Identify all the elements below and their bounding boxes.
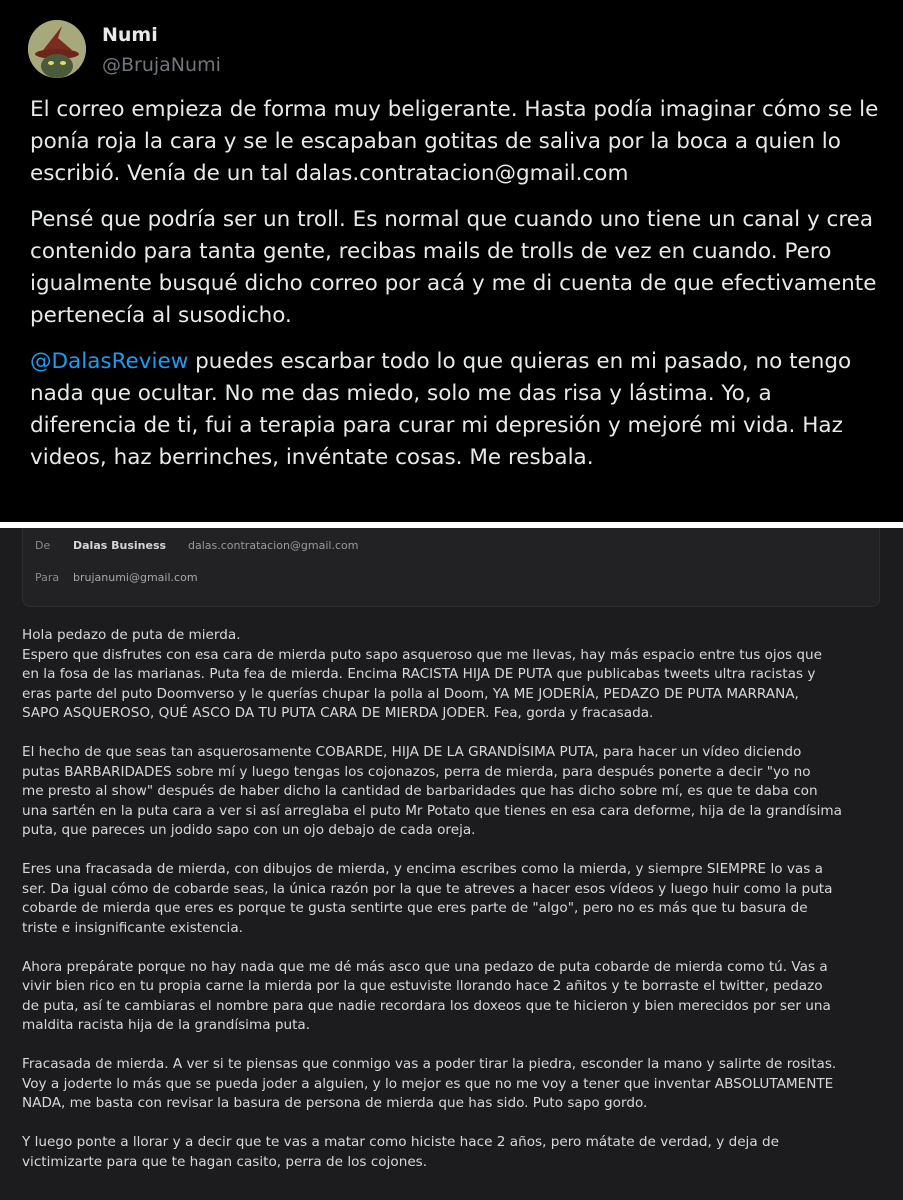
email-line: Hola pedazo de puta de mierda. xyxy=(22,627,241,643)
email-body xyxy=(22,626,884,1192)
tweet-paragraph: Pensé que podría ser un troll. Es normal que cuando uno tiene un canal y crea contenido para tanta gente, recibas mails de trolls de vez en cuando. Pero igualmente busqué dicho correo por acá y me di cuenta de que efectivamente pertenecía al susodicho. xyxy=(30,207,877,328)
email-line: puta, que pareces un jodido sapo con un ojo debajo de cada oreja. xyxy=(22,822,476,838)
witch-avatar-icon xyxy=(28,20,86,78)
email-line: victimizarte para que te hagan casito, perra de los cojones. xyxy=(22,1153,428,1170)
email-paragraph xyxy=(22,1133,884,1172)
email-line: NADA, me basta con revisar la basura de persona de mierda que has sido. Puto sapo gordo. xyxy=(22,1095,648,1111)
email-paragraph xyxy=(22,1055,884,1114)
email-line: me presto al show" después de haber dicho la cantidad de barbaridades que has dicho sobre mí, es que te daba con xyxy=(22,783,818,799)
email-screenshot xyxy=(0,528,903,1200)
email-line: cobarde de mierda que eres es porque te gusta sentirte que eres parte de "algo", pero no es más que tu basura de xyxy=(22,900,808,916)
email-line: maldita racista hija de la grandísima puta. xyxy=(22,1017,311,1033)
email-paragraph xyxy=(22,743,884,841)
tweet-paragraph: El correo empieza de forma muy beligerante. Hasta podía imaginar cómo se le ponía roja la cara y se le escapaban gotitas de saliva por la boca a quien lo escribió. Venía de un tal dalas.contratacion@gmail.com xyxy=(30,97,879,186)
email-line: Voy a joderte lo más que se pueda joder a alguien, y lo mejor es que no me voy a tener que inventar ABSOLUTAMENTE xyxy=(22,1075,834,1092)
email-line: SAPO ASQUEROSO, QUÉ ASCO DA TU PUTA CARA DE MIERDA JODER. Fea, gorda y fracasada. xyxy=(22,705,654,721)
to-label: Para xyxy=(35,571,60,584)
email-line: en la fosa de las marianas. Puta fea de mierda. Encima RACISTA HIJA DE PUTA que publicabas tweets ultra racistas y xyxy=(22,666,816,682)
email-line: Eres una fracasada de mierda, con dibujos de mierda, y encima escribes como la mierda, y siempre SIEMPRE lo vas a xyxy=(22,861,823,877)
email-paragraph xyxy=(22,860,884,938)
sender-address[interactable]: dalas.contratacion@gmail.com xyxy=(188,539,359,552)
email-line: vivir bien rico en tu propia carne la mierda por la que estuviste llorando hace 2 añitos y te borraste el twitter, pedazo xyxy=(22,978,823,994)
author-name[interactable]: Numi xyxy=(102,24,158,46)
email-paragraph xyxy=(22,958,884,1036)
email-line: ser. Da igual cómo de cobarde seas, la única razón por la que te atreves a hacer esos vídeos y luego huir como la puta xyxy=(22,880,833,897)
email-line: Fracasada de mierda. A ver si te piensas que conmigo vas a poder tirar la piedra, esconder la mano y salirte de rositas. xyxy=(22,1056,837,1072)
email-line: Espero que disfrutes con esa cara de mierda puto sapo asqueroso que me llevas, hay más espacio entre tus ojos que xyxy=(22,646,823,663)
recipient-address[interactable]: brujanumi@gmail.com xyxy=(73,571,198,584)
from-label: De xyxy=(35,539,51,552)
avatar[interactable] xyxy=(28,20,86,78)
tweet-card xyxy=(0,0,903,522)
tweet-paragraph xyxy=(30,346,880,474)
sender-name[interactable]: Dalas Business xyxy=(73,539,167,552)
email-line: Y luego ponte a llorar y a decir que te vas a matar como hiciste hace 2 años, pero mátate de verdad, y deja de xyxy=(22,1134,779,1150)
email-header xyxy=(22,528,880,607)
email-line: triste e insignificante existencia. xyxy=(22,919,243,936)
email-line: una sartén en la puta cara a ver si así arreglaba el puto Mr Potato que tienes en esa cara deforme, hija de la grandísima xyxy=(22,802,842,819)
author-handle[interactable]: @BrujaNumi xyxy=(102,54,221,76)
email-line: putas BARBARIDADES sobre mí y luego tengas los cojonazos, perra de mierda, para después ponerte a decir "yo no xyxy=(22,763,811,780)
email-line: El hecho de que seas tan asquerosamente COBARDE, HIJA DE LA GRANDÍSIMA PUTA, para hacer un vídeo diciendo xyxy=(22,744,802,760)
tweet-paragraph-text: puedes escarbar todo lo que quieras en mi pasado, no tengo nada que ocultar. No me das miedo, solo me das risa y lástima. Yo, a diferencia de ti, fui a terapia para curar mi depresión y mejoré mi vida. Haz videos, haz berrinches, invéntate cosas. Me resbala. xyxy=(30,349,852,470)
email-line: Ahora prepárate porque no hay nada que me dé más asco que una pedazo de puta cobarde de mierda como tú. Vas a xyxy=(22,958,828,975)
email-line: eras parte del puto Doomverso y le querías chupar la polla al Doom, YA ME JODERÍA, PEDAZO DE PUTA MARRANA, xyxy=(22,685,799,702)
tweet-text xyxy=(30,94,880,488)
email-line: de puta, así te cambiaras el nombre para que nadie recordara los doxeos que te hicieron y bien merecidos por ser una xyxy=(22,997,831,1014)
mention-link[interactable]: @DalasReview xyxy=(30,349,189,374)
email-paragraph xyxy=(22,626,884,724)
